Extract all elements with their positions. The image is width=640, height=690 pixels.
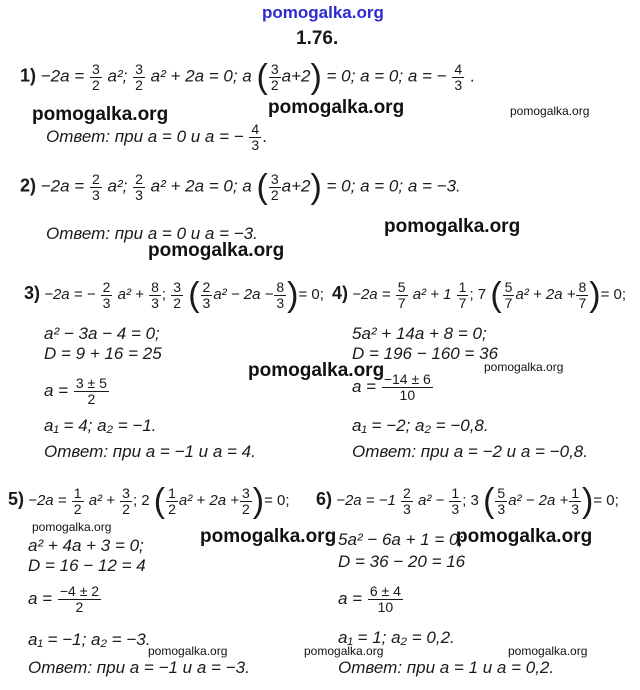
watermark-big: pomogalka.org xyxy=(148,240,285,261)
p3-line-4: a₁ = 4; a₂ = −1. xyxy=(44,416,157,435)
problem-2-equation: 2) −2a = $\frac{2}{3}$ a²; $\frac{2}{3}$ a² + 2a = 0; a ( $\frac{3}{2}$ a+2) = 0; a = 0; a = −3. xyxy=(20,168,461,206)
p3-line-1: a² − 3a − 4 = 0; xyxy=(44,324,160,343)
p4-line-2: D = 196 − 160 = 36 xyxy=(352,344,499,363)
watermark-big: pomogalka.org xyxy=(248,360,385,381)
problem-2-number: 2) xyxy=(20,175,37,196)
problem-1-answer: Ответ: при a = 0 и a = − $\frac{4}{3}$ . xyxy=(46,121,267,153)
watermark-top: pomogalka.org xyxy=(262,3,384,22)
problem-6-answer: Ответ: при a = 1 и a = 0,2. xyxy=(338,658,555,677)
problem-5-answer: Ответ: при a = −1 и a = −3. xyxy=(28,658,250,677)
watermark-big: pomogalka.org xyxy=(456,526,593,547)
p5-line-2: D = 16 − 12 = 4 xyxy=(28,556,146,575)
watermark-big: pomogalka.org xyxy=(268,97,405,118)
p6-line-2: D = 36 − 20 = 16 xyxy=(338,552,466,571)
watermark-small: pomogalka.org xyxy=(508,644,588,658)
watermark-small: pomogalka.org xyxy=(304,644,384,658)
problem-6-number: 6) xyxy=(316,488,333,509)
fraction: $\frac{4}{3}$ xyxy=(454,60,463,93)
watermark-small: pomogalka.org xyxy=(148,644,228,658)
p6-line-1: 5a² − 6a + 1 = 0; xyxy=(338,530,464,549)
fraction: $\frac{4}{3}$ xyxy=(251,121,260,153)
problem-4-equation: 4) −2a = $\frac{5}{7}$ a² + 1 $\frac{1}{7}$ ; 7 ( $\frac{5}{7}$ a² + 2a + $\frac{8}{7}$ )= 0; xyxy=(332,276,627,314)
problem-2-answer: Ответ: при a = 0 и a = −3. xyxy=(46,224,258,243)
problem-3-equation: 3) −2a = − $\frac{2}{3}$ a² + $\frac{8}{3}$ ; $\frac{3}{2}$ ( $\frac{2}{3}$ a² − 2a − $\frac{8}{3}$ )= 0; xyxy=(24,276,324,314)
problem-5-number: 5) xyxy=(8,488,25,509)
problem-3-answer: Ответ: при a = −1 и a = 4. xyxy=(44,442,256,461)
problem-6-equation: 6) −2a = −1 $\frac{2}{3}$ a² − $\frac{1}{3}$ ; 3 ( $\frac{5}{3}$ a² − 2a + $\frac{1}{3}$ )= 0; xyxy=(316,482,619,520)
watermark-big: pomogalka.org xyxy=(200,526,337,547)
exercise-number: 1.76. xyxy=(296,28,339,49)
fraction: $\frac{3}{2}$ xyxy=(270,170,279,203)
problem-4-number: 4) xyxy=(332,282,349,303)
watermark-small: pomogalka.org xyxy=(510,104,590,118)
p4-line-1: 5a² + 14a + 8 = 0; xyxy=(352,324,487,343)
p6-line-4: a₁ = 1; a₂ = 0,2. xyxy=(338,628,455,647)
fraction: $\frac{3}{2}$ xyxy=(91,60,100,93)
fraction: $\frac{3}{2}$ xyxy=(270,60,279,93)
p3-line-3: a = $\frac{3 \pm 5}{2}$ xyxy=(44,375,107,407)
watermark-big: pomogalka.org xyxy=(384,216,521,237)
fraction: $\frac{3}{2}$ xyxy=(135,60,143,93)
watermark-big: pomogalka.org xyxy=(32,104,169,125)
problem-4-answer: Ответ: при a = −2 и a = −0,8. xyxy=(352,442,588,461)
fraction: $\frac{2}{3}$ xyxy=(135,170,143,203)
problem-5-equation: 5) −2a = $\frac{1}{2}$ a² + $\frac{3}{2}$ ; 2 ( $\frac{1}{2}$ a² + 2a + $\frac{3}{2}$ )= 0; xyxy=(8,482,290,520)
watermark-small: pomogalka.org xyxy=(32,520,112,534)
p3-line-2: D = 9 + 16 = 25 xyxy=(44,344,162,363)
p5-line-1: a² + 4a + 3 = 0; xyxy=(28,536,144,555)
p4-line-4: a₁ = −2; a₂ = −0,8. xyxy=(352,416,489,435)
watermark-small: pomogalka.org xyxy=(484,360,564,374)
problem-3-number: 3) xyxy=(24,282,41,303)
p5-line-3: a = $\frac{-4 \pm 2}{2}$ xyxy=(28,583,100,615)
p5-line-4: a₁ = −1; a₂ = −3. xyxy=(28,630,151,649)
p6-line-3: a = $\frac{6 \pm 4}{10}$ xyxy=(338,583,401,615)
problem-1-equation: 1) −2a = $\frac{3}{2}$ a²; $\frac{3}{2}$ a² + 2a = 0; a ( $\frac{3}{2}$ a+2) = 0; a = 0; a = − $\frac{4}{3}$ . xyxy=(20,58,475,96)
problem-1-number: 1) xyxy=(20,65,37,86)
fraction: $\frac{2}{3}$ xyxy=(91,170,100,203)
p4-line-3: a = $\frac{-14 \pm 6}{10}$ xyxy=(352,371,431,403)
